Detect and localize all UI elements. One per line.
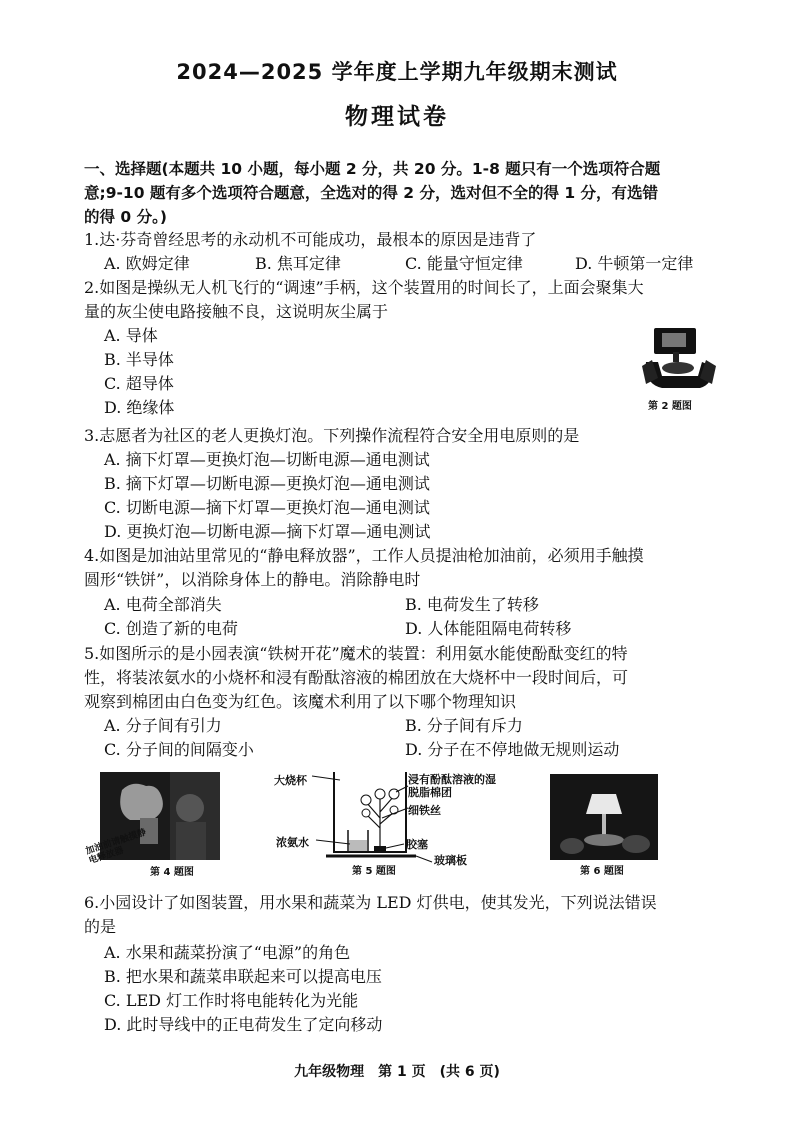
- q5-label-plug: 胶塞: [406, 838, 428, 851]
- q2-option-c: C. 超导体: [104, 374, 174, 393]
- q5-option-c: C. 分子间的间隔变小: [104, 740, 254, 759]
- q6-figure-caption: 第 6 题图: [580, 866, 624, 877]
- q2-option-a: A. 导体: [104, 326, 158, 345]
- q5-label-glass: 玻璃板: [434, 854, 467, 867]
- q3-option-a: A. 摘下灯罩—更换灯泡—切断电源—通电测试: [104, 450, 430, 469]
- q5-option-d: D. 分子在不停地做无规则运动: [405, 740, 620, 759]
- q2-figure-caption: 第 2 题图: [648, 401, 692, 412]
- q3-option-c: C. 切断电源—摘下灯罩—更换灯泡—通电测试: [104, 498, 430, 517]
- q6-option-a: A. 水果和蔬菜扮演了“电源”的角色: [104, 943, 351, 962]
- q3-option-d: D. 更换灯泡—切断电源—摘下灯罩—通电测试: [104, 522, 431, 541]
- q6-figure-photo: [550, 774, 658, 860]
- q5-figure-caption: 第 5 题图: [352, 866, 396, 877]
- q4-stem-line-1: 4.如图是加油站里常见的“静电释放器”，工作人员提油枪加油前，必须用手触摸: [84, 546, 644, 565]
- q1-option-a: A. 欧姆定律: [104, 254, 190, 273]
- page-footer: 九年级物理 第 1 页 (共 6 页): [294, 1064, 500, 1080]
- q1-option-d: D. 牛顿第一定律: [575, 254, 694, 273]
- q6-option-c: C. LED 灯工作时将电能转化为光能: [104, 991, 359, 1010]
- q1-option-c: C. 能量守恒定律: [405, 254, 523, 273]
- q2-stem-line-1: 2.如图是操纵无人机飞行的“调速”手柄，这个装置用的时间长了，上面会聚集大: [84, 278, 644, 297]
- q1-stem: 1.达·芬奇曾经思考的永动机不可能成功，最根本的原因是违背了: [84, 230, 537, 249]
- q4-option-b: B. 电荷发生了转移: [405, 595, 539, 614]
- q4-stem-line-2: 圆形“铁饼”，以消除身体上的静电。消除静电时: [84, 570, 421, 589]
- q2-option-d: D. 绝缘体: [104, 398, 175, 417]
- q6-stem-line-1: 6.小园设计了如图装置，用水果和蔬菜为 LED 灯供电，使其发光，下列说法错误: [84, 893, 657, 912]
- q4-option-c: C. 创造了新的电荷: [104, 619, 238, 638]
- q5-label-wire: 细铁丝: [408, 804, 441, 817]
- q6-option-d: D. 此时导线中的正电荷发生了定向移动: [104, 1015, 383, 1034]
- q5-label-cotton: 浸有酚酞溶液的湿脱脂棉团: [408, 773, 496, 799]
- exam-subtitle: 物理试卷: [345, 104, 449, 130]
- q4-photo-label: 加油前请触摸静电释放器: [84, 827, 148, 867]
- q6-stem-line-2: 的是: [84, 917, 117, 936]
- q4-option-d: D. 人体能阻隔电荷转移: [405, 619, 572, 638]
- q3-option-b: B. 摘下灯罩—切断电源—更换灯泡—通电测试: [104, 474, 430, 493]
- section-instruction-line-1: 一、选择题(本题共 10 小题，每小题 2 分，共 20 分。1-8 题只有一个选项符合题: [84, 160, 661, 178]
- section-instruction-line-2: 意;9-10 题有多个选项符合题意，全选对的得 2 分，选对但不全的得 1 分，有选错: [84, 184, 659, 202]
- q5-label-big-beaker: 大烧杯: [274, 774, 307, 787]
- q4-option-a: A. 电荷全部消失: [104, 595, 222, 614]
- q3-stem: 3.志愿者为社区的老人更换灯泡。下列操作流程符合安全用电原则的是: [84, 426, 580, 445]
- q4-figure-caption: 第 4 题图: [150, 867, 194, 878]
- q1-option-b: B. 焦耳定律: [255, 254, 341, 273]
- q5-option-b: B. 分子间有斥力: [405, 716, 523, 735]
- q5-stem-line-1: 5.如图所示的是小园表演“铁树开花”魔术的装置：利用氨水能使酚酞变红的特: [84, 644, 628, 663]
- q5-option-a: A. 分子间有引力: [104, 716, 222, 735]
- q5-stem-line-2: 性，将装浓氨水的小烧杯和浸有酚酞溶液的棉团放在大烧杯中一段时间后，可: [84, 668, 629, 687]
- q2-option-b: B. 半导体: [104, 350, 174, 369]
- exam-title: 2024—2025 学年度上学期九年级期末测试: [176, 60, 618, 84]
- section-instruction-line-3: 的得 0 分。): [84, 208, 167, 226]
- q2-stem-line-2: 量的灰尘使电路接触不良，这说明灰尘属于: [84, 302, 389, 321]
- q2-figure-controller: [640, 322, 718, 394]
- q5-stem-line-3: 观察到棉团由白色变为红色。该魔术利用了以下哪个物理知识: [84, 692, 517, 711]
- q6-option-b: B. 把水果和蔬菜串联起来可以提高电压: [104, 967, 382, 986]
- q5-label-ammonia: 浓氨水: [276, 836, 309, 849]
